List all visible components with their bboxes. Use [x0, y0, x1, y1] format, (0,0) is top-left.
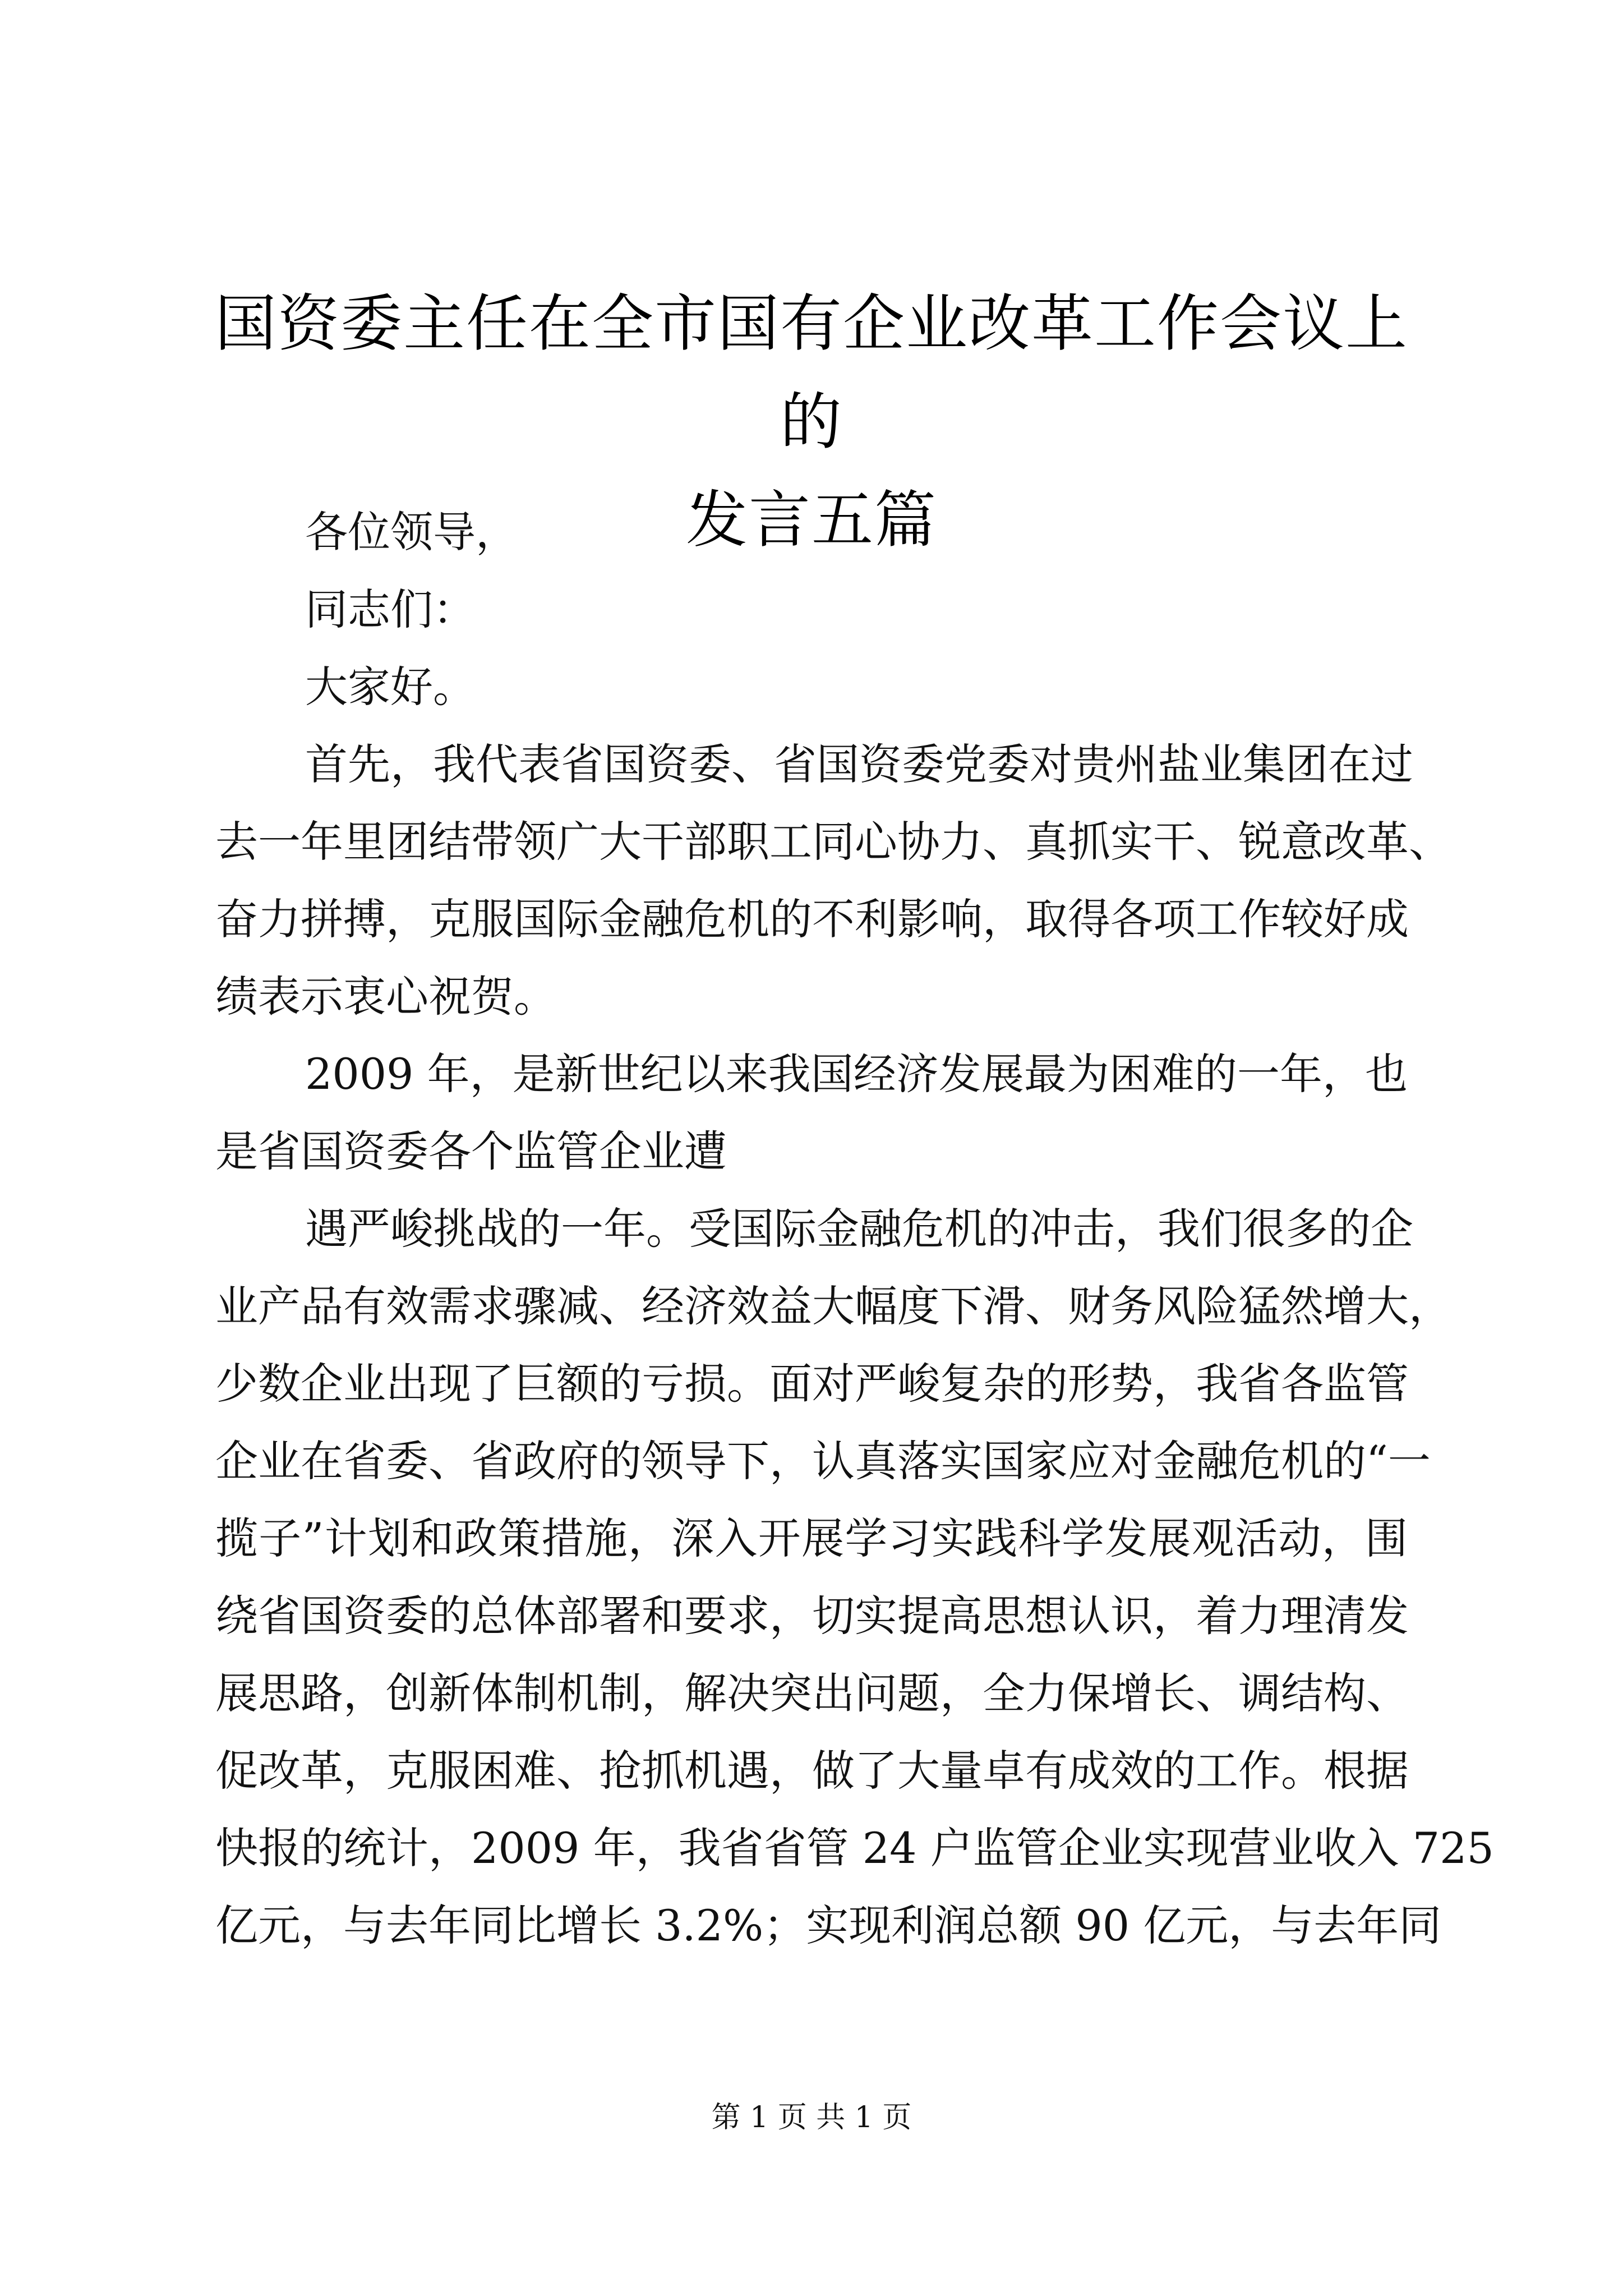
paragraph-line: 绕省国资委的总体部署和要求，切实提高思想认识，着力理清发 [215, 1591, 1409, 1641]
paragraph-line: 展思路，创新体制机制，解决突出问题，全力保增长、调结构、 [215, 1668, 1409, 1718]
paragraph-line: 首先，我代表省国资委、省国资委党委对贵州盐业集团在过 [305, 739, 1413, 789]
title-line-1: 国资委主任在全市国有企业改革工作会议上的 [215, 288, 1408, 458]
paragraph-line: 揽子”计划和政策措施，深入开展学习实践科学发展观活动，围 [215, 1513, 1408, 1563]
salutation-line: 同志们： [305, 585, 476, 634]
paragraph-line: 企业在省委、省政府的领导下，认真落实国家应对金融危机的“一 [215, 1436, 1431, 1486]
document-body [215, 494, 1494, 1964]
paragraph-line: 是省国资委各个监管企业遭 [215, 1126, 727, 1176]
paragraph-line: 2009 年，是新世纪以来我国经济发展最为困难的一年，也 [305, 1049, 1408, 1099]
paragraph-line: 促改革，克服困难、抢抓机遇，做了大量卓有成效的工作。根据 [215, 1746, 1409, 1796]
page-footer: 第 1 页 共 1 页 [711, 2101, 912, 2134]
paragraph-line: 业产品有效需求骤减、经济效益大幅度下滑、财务风险猛然增大， [215, 1281, 1451, 1331]
title-line-2: 发言五篇 [686, 484, 937, 556]
salutation-line: 各位领导， [305, 507, 518, 557]
paragraph-line: 去一年里团结带领广大干部职工同心协力、真抓实干、锐意改革、 [215, 817, 1451, 867]
paragraph-line: 快报的统计，2009 年，我省省管 24 户监管企业实现营业收入 725 [215, 1823, 1494, 1873]
paragraph-line: 奋力拼搏，克服国际金融危机的不利影响，取得各项工作较好成 [215, 894, 1409, 944]
paragraph-line: 绩表示衷心祝贺。 [215, 972, 556, 1022]
paragraph-line: 少数企业出现了巨额的亏损。面对严峻复杂的形势，我省各监管 [215, 1359, 1409, 1409]
paragraph-line: 遇严峻挑战的一年。受国际金融危机的冲击，我们很多的企 [305, 1204, 1413, 1254]
paragraph-line: 亿元，与去年同比增长 3.2%；实现利润总额 90 亿元，与去年同 [215, 1901, 1442, 1950]
greeting-line: 大家好。 [305, 662, 476, 712]
